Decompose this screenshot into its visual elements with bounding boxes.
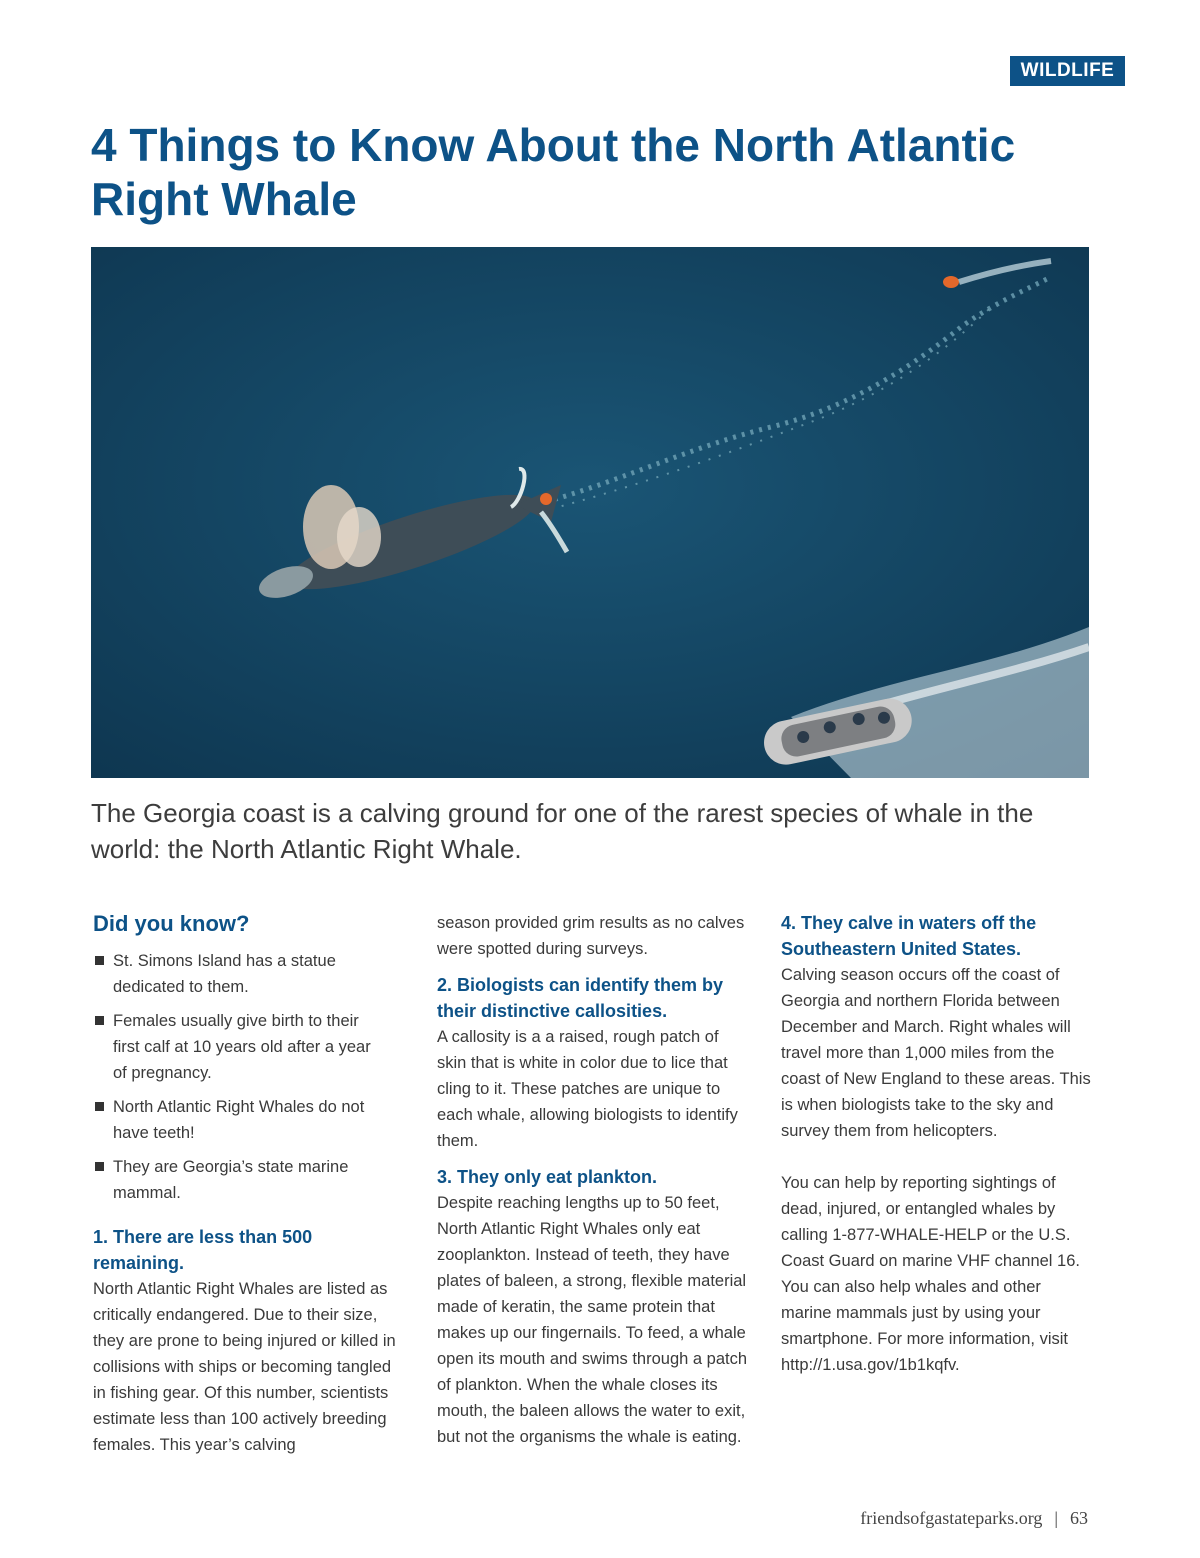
whale-photo [91,247,1089,778]
section-4-heading: 4. They calve in waters off the Southeastern United States. [781,913,1037,959]
list-item: St. Simons Island has a statue dedicated to them. [93,948,408,1000]
help-text: You can help by reporting sightings of dead, injured, or entangled whales by calling 1-877-WHALE-HELP or the U.S. Coast Guard on marine VHF channel 16. You can also help whales and other marine mammals just by using your smartphone. For more information, visit http://1.usa.gov/1b1kqfv. [781,1174,1080,1374]
footer-site: friendsofgastateparks.org [860,1508,1043,1528]
square-bullet-icon [95,1162,104,1171]
intro-text: The Georgia coast is a calving ground for one of the rarest species of whale in the world: the North Atlantic Right Whale. [91,798,1034,864]
square-bullet-icon [95,1016,104,1025]
facts-list [93,948,408,1206]
section-4-body: Calving season occurs off the coast of Georgia and northern Florida between December and March. Right whales will travel more than 1,000 miles from the coast of New England to these areas. This is when biologists take to the sky and survey them from helicopters. [781,966,1091,1140]
section-3-body: Despite reaching lengths up to 50 feet, North Atlantic Right Whales only eat zooplankton. Instead of teeth, they have plates of baleen, a strong, flexible material made of keratin, the same protein that makes up our fingernails. To feed, a whale open its mouth and swims through a patch of plankton. When the whale closes its mouth, the baleen allows the water to exit, but not the organisms the whale is eating. [437,1194,748,1446]
column-2 [437,910,752,1450]
did-you-know-heading: Did you know? [93,911,250,936]
page-footer [860,1508,1088,1529]
footer-separator: | [1054,1508,1058,1528]
square-bullet-icon [95,956,104,965]
square-bullet-icon [95,1102,104,1111]
page-title: 4 Things to Know About the North Atlantic Right Whale [91,119,1016,225]
list-item: Females usually give birth to their first calf at 10 years old after a year of pregnancy. [93,1008,408,1086]
section-1-body-part-1: North Atlantic Right Whales are listed as critically endangered. Due to their size, they are prone to being injured or killed in collisions with ships or becoming tangled in fishing gear. Of this number, scientists estimate less than 100 actively breeding females. This year’s calving [93,1280,396,1454]
page-number: 63 [1070,1508,1088,1528]
section-1-heading: 1. There are less than 500 remaining. [93,1227,313,1273]
section-1-body-part-2: season provided grim results as no calves were spotted during surveys. [437,914,745,958]
section-3-heading: 3. They only eat plankton. [437,1167,658,1187]
section-2-body: A callosity is a a raised, rough patch of skin that is white in color due to lice that cling to it. These patches are unique to each whale, allowing biologists to identify them. [437,1028,738,1150]
section-tag: WILDLIFE [1010,56,1125,86]
column-1 [93,910,408,1458]
column-3 [781,910,1091,1378]
section-2-heading: 2. Biologists can identify them by their distinctive callosities. [437,975,724,1021]
list-item: They are Georgia’s state marine mammal. [93,1154,408,1206]
list-item: North Atlantic Right Whales do not have teeth! [93,1094,408,1146]
